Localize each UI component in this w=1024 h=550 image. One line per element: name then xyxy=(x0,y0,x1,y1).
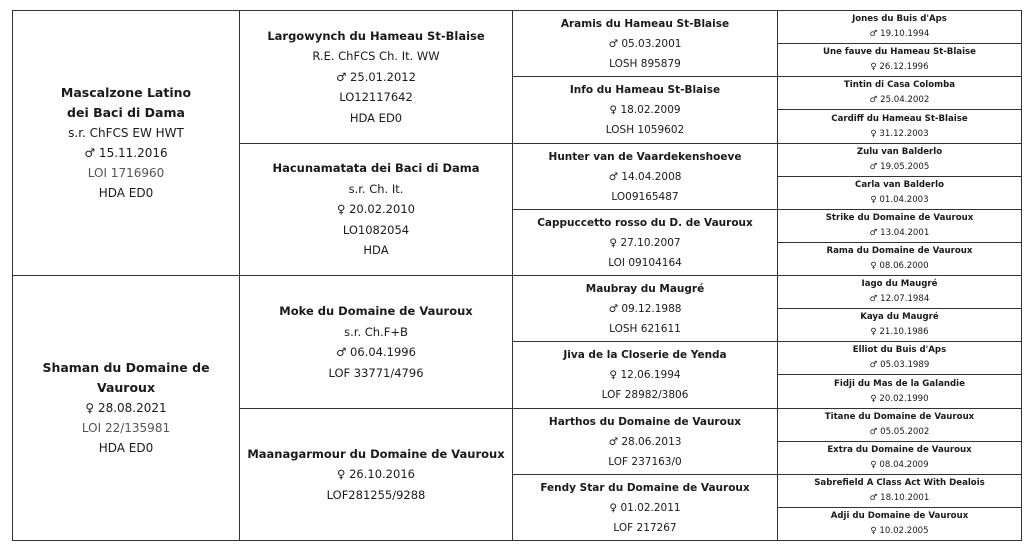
birth-date: ♂ 05.05.2002 xyxy=(869,427,930,437)
birth-date: ♂ 09.12.1988 xyxy=(608,302,682,315)
pedigree-cell-gen2 xyxy=(239,143,513,276)
birth-date: ♂ 28.06.2013 xyxy=(608,435,682,448)
registry-number: LOI 09104164 xyxy=(608,256,682,269)
dog-name: Info du Hameau St-Blaise xyxy=(569,84,721,96)
pedigree-cell-gen4 xyxy=(777,76,1022,110)
dog-name: Maubray du Maugré xyxy=(585,282,705,295)
birth-date: ♂ 05.03.2001 xyxy=(608,37,682,50)
pedigree-cell-gen4 xyxy=(777,242,1022,276)
birth-date: ♀ 08.06.2000 xyxy=(870,261,929,271)
birth-date: ♂ 13.04.2001 xyxy=(869,228,930,238)
birth-date: ♀ 18.02.2009 xyxy=(609,104,681,116)
pedigree-cell-gen3 xyxy=(512,474,778,541)
dog-name: Fidji du Mas de la Galandie xyxy=(834,378,965,389)
birth-date: ♂ 25.01.2012 xyxy=(336,69,416,84)
dog-name: Strike du Domaine de Vauroux xyxy=(825,213,974,223)
birth-date: ♀ 27.10.2007 xyxy=(609,236,681,249)
dog-name: Mascalzone Latino xyxy=(60,85,192,100)
titles: R.E. ChFCS Ch. It. WW xyxy=(312,49,440,64)
pedigree-cell-gen4 xyxy=(777,374,1022,409)
birth-date: ♂ 18.10.2001 xyxy=(869,493,930,503)
birth-date: ♀ 20.02.2010 xyxy=(337,202,415,217)
dog-name: Extra du Domaine de Vauroux xyxy=(827,445,972,455)
dog-name: Maanagarmour du Domaine de Vauroux xyxy=(247,446,505,461)
pedigree-cell-gen3 xyxy=(512,408,778,475)
pedigree-cell-gen1 xyxy=(12,10,240,276)
birth-date: ♂ 14.04.2008 xyxy=(608,170,682,183)
pedigree-cell-gen3 xyxy=(512,143,778,210)
registry-number: LO1082054 xyxy=(342,222,410,237)
pedigree-cell-gen2 xyxy=(239,10,513,144)
birth-date: ♀ 26.12.1996 xyxy=(870,62,929,72)
pedigree-cell-gen4 xyxy=(777,308,1022,342)
registry-number: LOSH 1059602 xyxy=(605,124,685,136)
pedigree-cell-gen4 xyxy=(777,275,1022,309)
pedigree-cell-gen4 xyxy=(777,176,1022,210)
birth-date: ♀ 01.02.2011 xyxy=(609,501,681,514)
birth-date: ♂ 15.11.2016 xyxy=(84,146,168,160)
dog-name: Harthos du Domaine de Vauroux xyxy=(548,415,742,428)
pedigree-cell-gen4 xyxy=(777,143,1022,177)
dog-name: Hacunamatata dei Baci di Dama xyxy=(272,161,480,176)
registry-number: LOSH 895879 xyxy=(609,57,681,70)
dog-name: Jiva de la Closerie de Yenda xyxy=(563,349,727,361)
dog-name: Shaman du Domaine de Vauroux xyxy=(42,360,210,395)
dog-name: Largowynch du Hameau St-Blaise xyxy=(267,28,485,43)
health-result: HDA ED0 xyxy=(98,441,154,455)
birth-date: ♂ 05.03.1989 xyxy=(869,360,930,370)
dog-name: Cappuccetto rosso du D. de Vauroux xyxy=(537,216,753,229)
dog-name: Fendy Star du Domaine de Vauroux xyxy=(540,481,750,494)
birth-date: ♂ 12.07.1984 xyxy=(869,294,930,304)
birth-date: ♀ 12.06.1994 xyxy=(609,369,681,381)
dog-name: Hunter van de Vaardekenshoeve xyxy=(548,150,742,163)
health-result: HDA xyxy=(363,243,389,258)
pedigree-cell-gen3 xyxy=(512,76,778,144)
health-result: HDA ED0 xyxy=(98,186,154,200)
registry-number: LOF 33771/4796 xyxy=(328,365,424,380)
birth-date: ♂ 25.04.2002 xyxy=(869,95,930,105)
birth-date: ♂ 06.04.1996 xyxy=(336,345,416,359)
registry-number: LOF 217267 xyxy=(613,521,677,534)
pedigree-cell-gen4 xyxy=(777,109,1022,144)
pedigree-cell-gen4 xyxy=(777,474,1022,508)
pedigree-cell-gen3 xyxy=(512,10,778,77)
birth-date: ♂ 19.05.2005 xyxy=(869,162,930,172)
dog-name: Kaya du Maugré xyxy=(860,312,939,322)
dog-name: Carla van Balderlo xyxy=(855,180,944,190)
registry-number: LOSH 621611 xyxy=(609,322,681,335)
registry-number: LO12117642 xyxy=(339,90,413,105)
registry-number: LOF 237163/0 xyxy=(608,455,682,468)
dog-name: dei Baci di Dama xyxy=(67,105,185,120)
pedigree-cell-gen4 xyxy=(777,507,1022,541)
birth-date: ♂ 19.10.1994 xyxy=(869,29,930,39)
registry-number: LOF 28982/3806 xyxy=(601,389,689,401)
birth-date: ♀ 28.08.2021 xyxy=(85,401,167,415)
dog-name: Titane du Domaine de Vauroux xyxy=(824,412,975,422)
pedigree-cell-gen2 xyxy=(239,408,513,541)
dog-name: Elliot du Buis d'Aps xyxy=(852,345,947,355)
registry-number: LO09165487 xyxy=(611,190,679,203)
birth-date: ♀ 01.04.2003 xyxy=(870,195,929,205)
dog-name: Cardiff du Hameau St-Blaise xyxy=(831,113,968,124)
dog-name: Jones du Buis d'Aps xyxy=(852,14,947,24)
health-result: HDA ED0 xyxy=(349,110,403,125)
registry-number: LOF281255/9288 xyxy=(326,487,426,502)
dog-name: Rama du Domaine de Vauroux xyxy=(826,246,973,256)
dog-name: Tintin di Casa Colomba xyxy=(843,80,956,90)
dog-name: Zulu van Balderlo xyxy=(856,147,943,157)
pedigree-cell-gen4 xyxy=(777,209,1022,243)
titles: s.r. Ch.F+B xyxy=(344,324,408,339)
birth-date: ♀ 08.04.2009 xyxy=(870,460,929,470)
pedigree-cell-gen3 xyxy=(512,275,778,342)
titles: s.r. ChFCS EW HWT xyxy=(68,126,184,140)
birth-date: ♀ 31.12.2003 xyxy=(870,128,929,139)
pedigree-cell-gen3 xyxy=(512,209,778,276)
pedigree-cell-gen4 xyxy=(777,10,1022,44)
birth-date: ♀ 10.02.2005 xyxy=(870,526,929,536)
pedigree-cell-gen4 xyxy=(777,408,1022,442)
birth-date: ♀ 26.10.2016 xyxy=(337,467,415,482)
pedigree-cell-gen4 xyxy=(777,441,1022,475)
pedigree-cell-gen3 xyxy=(512,341,778,409)
pedigree-cell-gen4 xyxy=(777,43,1022,77)
registry-number: LOI 22/135981 xyxy=(81,421,171,435)
titles: s.r. Ch. It. xyxy=(348,181,404,196)
birth-date: ♀ 20.02.1990 xyxy=(870,393,929,404)
dog-name: Adji du Domaine de Vauroux xyxy=(830,511,969,521)
dog-name: Moke du Domaine de Vauroux xyxy=(279,304,473,318)
pedigree-cell-gen2 xyxy=(239,275,513,409)
dog-name: Aramis du Hameau St-Blaise xyxy=(560,17,730,30)
dog-name: Iago du Maugré xyxy=(861,279,938,289)
registry-number: LOI 1716960 xyxy=(87,166,165,180)
birth-date: ♀ 21.10.1986 xyxy=(870,327,929,337)
pedigree-cell-gen1 xyxy=(12,275,240,541)
pedigree-cell-gen4 xyxy=(777,341,1022,375)
dog-name: Une fauve du Hameau St-Blaise xyxy=(823,47,976,57)
dog-name: Sabrefield A Class Act With Dealois xyxy=(814,478,985,488)
